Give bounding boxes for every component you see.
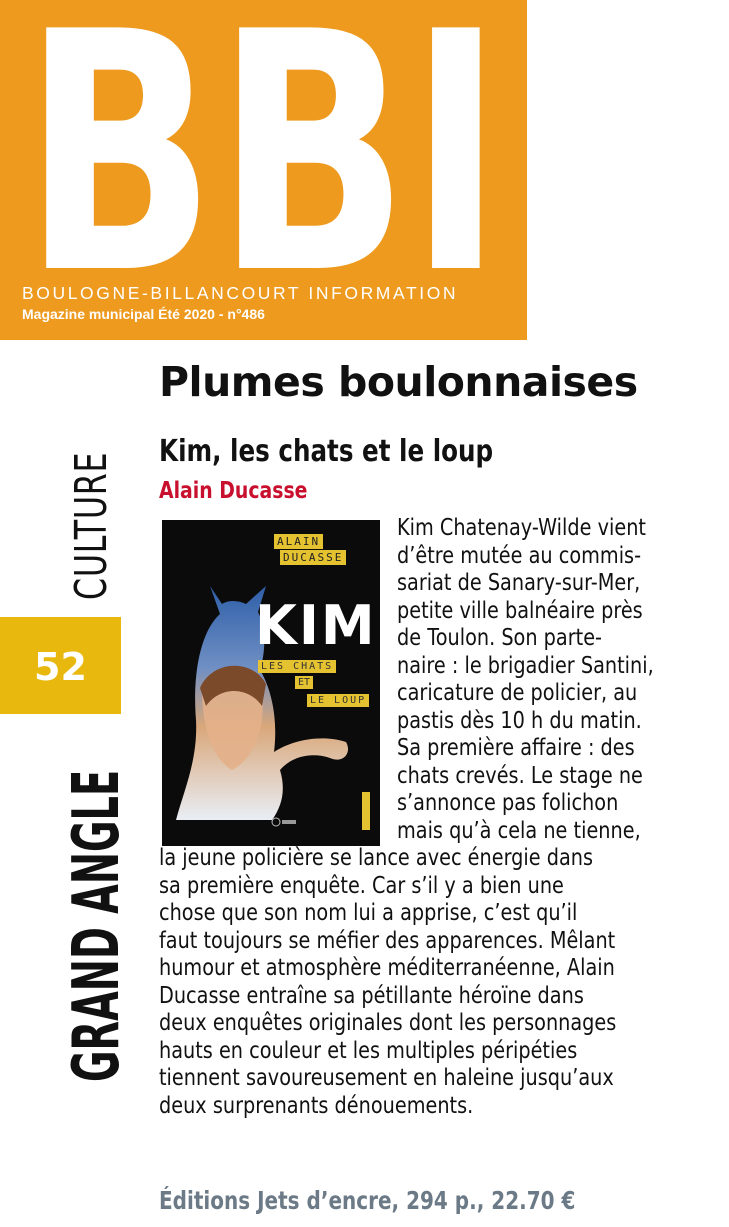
body-text-line: deux surprenants dénouements. (159, 1090, 474, 1119)
body-text-line: hauts en couleur et les multiples péripéties (159, 1035, 578, 1064)
body-text-line: pastis dès 10 h du matin. (397, 705, 642, 734)
publisher-logo (270, 816, 298, 828)
body-text-line: s’annonce pas folichon (397, 788, 619, 816)
body-text-line: chose que son nom lui a apprise, c’est qu’il (159, 898, 578, 926)
body-text-line: de Toulon. Son parte- (397, 623, 603, 651)
body-text-line: Sa première affaire : des (397, 733, 635, 761)
body-text-line: humour et atmosphère méditerranéenne, Alain (159, 953, 615, 981)
body-text-line: deux enquêtes originales dont les personnages (159, 1008, 617, 1036)
cover-spine-tag (362, 792, 370, 830)
book-title: Kim, les chats et le loup (159, 434, 494, 469)
body-text-line: sa première enquête. Car s’il y a bien une (159, 870, 564, 899)
cover-subtitle-1: LES CHATS (258, 660, 336, 673)
body-text-line: naire : le brigadier Santini, (397, 650, 654, 679)
cover-author-first: ALAIN (274, 534, 323, 549)
page-number: 52 (34, 645, 87, 689)
body-text-line: sariat de Sanary-sur-Mer, (397, 568, 641, 596)
section-label-grand-angle: GRAND ANGLE (60, 769, 134, 1082)
cat-silhouette-illustration (162, 520, 380, 846)
body-text-line: faut toujours se méfier des apparences. Mêlant (159, 925, 616, 954)
body-text-line: chats crevés. Le stage ne (397, 760, 643, 789)
section-title: Plumes boulonnaises (159, 358, 638, 406)
cover-title: KIM (255, 594, 377, 657)
book-cover-image (162, 520, 380, 846)
body-text-line: la jeune policière se lance avec énergie dans (159, 843, 594, 871)
body-text-line: Ducasse entraîne sa pétillante héroïne dans (159, 980, 584, 1009)
body-text-line: petite ville balnéaire près (397, 595, 643, 624)
page-number-box (0, 617, 121, 714)
section-label-culture: CULTURE (66, 451, 117, 600)
book-credits: Éditions Jets d’encre, 294 p., 22.70 € (159, 1186, 576, 1215)
cover-subtitle-2: ET (295, 676, 313, 689)
body-text-line: Kim Chatenay-Wilde vient (397, 513, 646, 541)
body-text-line: mais qu’à cela ne tienne, (397, 815, 641, 844)
masthead (0, 0, 527, 340)
body-text-line: d’être mutée au commis- (397, 540, 642, 569)
masthead-subtitle: BOULOGNE-BILLANCOURT INFORMATION (22, 283, 459, 303)
issue-info: Magazine municipal Été 2020 - n°486 (22, 306, 265, 322)
book-author: Alain Ducasse (159, 478, 308, 504)
cover-author-last: DUCASSE (280, 550, 346, 565)
cover-subtitle-3: LE LOUP (307, 694, 369, 707)
bbi-logo (0, 0, 527, 280)
body-text-line: tiennent savoureusement en haleine jusqu’aux (159, 1063, 614, 1091)
body-text-line: caricature de policier, au (397, 678, 638, 706)
logo-text: BBI (23, 0, 503, 280)
